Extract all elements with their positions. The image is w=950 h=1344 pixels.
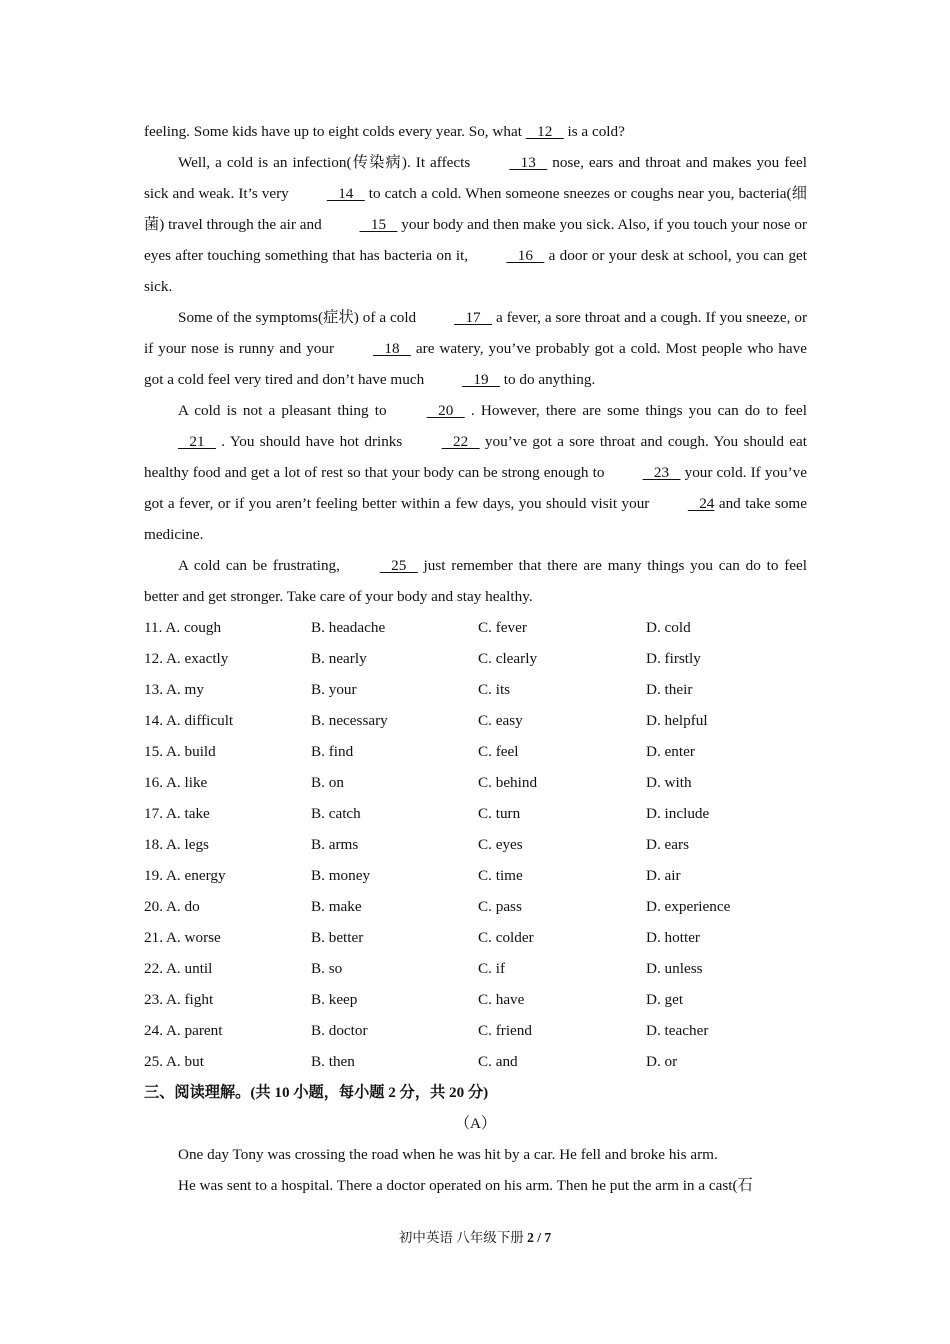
passage-text: is a cold? <box>563 123 625 140</box>
option-choice: B. keep <box>311 991 358 1008</box>
option-choice: D. with <box>646 774 692 791</box>
option-choice: D. cold <box>646 619 691 636</box>
option-row <box>144 829 807 860</box>
passage-text: A cold can be frustrating, <box>178 557 346 574</box>
passage-text: just remember that there are many things you can do to feel better and get stronger. Take care of your body and stay healthy. <box>144 557 807 605</box>
passage-text: nose, ears and throat and makes you feel sick and weak. It’s very <box>144 154 807 202</box>
option-choice: C. if <box>478 960 506 977</box>
option-choice: D. air <box>646 867 681 884</box>
section-title: 三、阅读理解。(共 10 小题，每小题 2 分，共 20 分) <box>144 1084 489 1101</box>
answer-blank: 15 <box>359 216 398 233</box>
passage-paragraph <box>144 302 807 395</box>
footer-text: 初中英语 八年级下册 <box>398 1230 528 1245</box>
option-choice: C. clearly <box>478 650 538 667</box>
answer-blank: 14 <box>326 185 365 202</box>
option-row <box>144 643 807 674</box>
option-choice: 13. A. my <box>144 681 204 698</box>
passage-text: Well, a cold is an infection(传染病). It affects <box>178 154 476 171</box>
option-choice: B. necessary <box>311 712 388 729</box>
option-choice: D. their <box>646 681 693 698</box>
option-choice: C. behind <box>478 774 538 791</box>
option-choice: D. experience <box>646 898 731 915</box>
option-choice: 18. A. legs <box>144 836 209 853</box>
passage-text: Some of the symptoms(症状) of a cold <box>178 309 421 326</box>
passage-text: . However, there are some things you can do to feel <box>464 402 807 419</box>
option-row <box>144 798 807 829</box>
option-choice: 17. A. take <box>144 805 210 822</box>
passage-paragraph <box>144 147 807 302</box>
option-choice: D. firstly <box>646 650 701 667</box>
option-choice: C. its <box>478 681 511 698</box>
cloze-passage <box>144 116 807 612</box>
option-choice: 22. A. until <box>144 960 213 977</box>
passage-text: you’ve got a sore throat and cough. You should eat healthy food and get a lot of rest so that your body can be strong enough to <box>144 433 807 481</box>
answer-blank: 17 <box>454 309 493 326</box>
passage-paragraph <box>144 395 807 550</box>
option-choice: C. colder <box>478 929 534 946</box>
option-choice: B. catch <box>311 805 361 822</box>
option-choice: B. find <box>311 743 354 760</box>
option-choice: C. have <box>478 991 525 1008</box>
option-choice: D. include <box>646 805 710 822</box>
option-row <box>144 984 807 1015</box>
option-choice: B. better <box>311 929 364 946</box>
answer-blank: 22 <box>441 433 480 450</box>
option-choice: C. fever <box>478 619 527 636</box>
passage-paragraph <box>144 116 807 147</box>
passage-text: . You should have hot drinks <box>215 433 408 450</box>
option-choice: C. eyes <box>478 836 523 853</box>
option-row <box>144 1046 807 1077</box>
option-row <box>144 891 807 922</box>
option-choice: B. so <box>311 960 343 977</box>
option-choice: 23. A. fight <box>144 991 214 1008</box>
reading-line-1: One day Tony was crossing the road when he was hit by a car. He fell and broke his arm. <box>178 1146 718 1163</box>
option-choice: D. teacher <box>646 1022 709 1039</box>
option-choice: D. hotter <box>646 929 700 946</box>
passage-text: a fever, a sore throat and a cough. If you sneeze, or if your nose is runny and your <box>144 309 808 357</box>
option-choice: C. and <box>478 1053 518 1070</box>
option-choice: 20. A. do <box>144 898 200 915</box>
option-row <box>144 674 807 705</box>
answer-blank: 25 <box>379 557 418 574</box>
option-choice: D. unless <box>646 960 703 977</box>
answer-blank: 23 <box>642 464 681 481</box>
document-page <box>144 116 807 1201</box>
answer-blank: 24 <box>687 495 715 512</box>
answer-blank: 12 <box>525 123 564 140</box>
section-subtitle: （A） <box>454 1115 497 1132</box>
page-footer <box>0 1226 950 1246</box>
option-choice: 24. A. parent <box>144 1022 223 1039</box>
answer-blank: 18 <box>373 340 411 357</box>
answer-blank: 13 <box>509 154 548 171</box>
option-row <box>144 705 807 736</box>
option-choice: D. get <box>646 991 684 1008</box>
option-choice: B. money <box>311 867 371 884</box>
option-choice: B. make <box>311 898 362 915</box>
option-choice: B. headache <box>311 619 386 636</box>
option-choice: D. ears <box>646 836 690 853</box>
option-row <box>144 1015 807 1046</box>
option-choice: 21. A. worse <box>144 929 221 946</box>
passage-text: to do anything. <box>499 371 596 388</box>
option-choice: 25. A. but <box>144 1053 204 1070</box>
option-choice: B. nearly <box>311 650 367 667</box>
option-choice: B. arms <box>311 836 359 853</box>
option-choice: B. doctor <box>311 1022 368 1039</box>
option-choice: 15. A. build <box>144 743 216 760</box>
option-choice: C. pass <box>478 898 522 915</box>
answer-options <box>144 612 807 1077</box>
page-number: 2 / 7 <box>527 1230 552 1245</box>
passage-text: your cold. If you’ve got a fever, or if you aren’t feeling better within a few days, you should visit your <box>144 464 807 512</box>
option-choice: C. easy <box>478 712 523 729</box>
passage-text: are watery, you’ve probably got a cold. Most people who have got a cold feel very tired and don’t have much <box>144 340 807 388</box>
passage-text: A cold is not a pleasant thing to <box>178 402 393 419</box>
option-choice: 16. A. like <box>144 774 208 791</box>
answer-blank: 16 <box>506 247 545 264</box>
option-row <box>144 612 807 643</box>
option-choice: D. or <box>646 1053 678 1070</box>
option-row <box>144 767 807 798</box>
option-choice: B. on <box>311 774 344 791</box>
option-choice: 12. A. exactly <box>144 650 229 667</box>
option-row <box>144 953 807 984</box>
option-choice: B. then <box>311 1053 355 1070</box>
answer-blank: 19 <box>461 371 500 388</box>
option-choice: C. friend <box>478 1022 532 1039</box>
option-choice: D. helpful <box>646 712 708 729</box>
answer-blank: 20 <box>426 402 465 419</box>
option-choice: C. time <box>478 867 523 884</box>
option-row <box>144 860 807 891</box>
answer-blank: 21 <box>178 433 216 450</box>
passage-paragraph <box>144 550 807 612</box>
option-choice: C. turn <box>478 805 521 822</box>
option-choice: C. feel <box>478 743 519 760</box>
option-choice: D. enter <box>646 743 695 760</box>
reading-line-2: He was sent to a hospital. There a doctor operated on his arm. Then he put the arm in a cast(石 <box>178 1177 753 1194</box>
passage-text: feeling. Some kids have up to eight colds every year. So, what <box>144 123 526 140</box>
option-choice: 19. A. energy <box>144 867 226 884</box>
option-choice: 14. A. difficult <box>144 712 234 729</box>
passage-text: to catch a cold. When someone sneezes or coughs near you, bacteria(细菌) travel through the air and <box>144 185 807 233</box>
passage-text: and take some medicine. <box>144 495 807 543</box>
passage-text: a door or your desk at school, you can get sick. <box>144 247 808 295</box>
passage-text: your body and then make you sick. Also, if you touch your nose or eyes after touching something that has bacteria on it, <box>144 216 807 264</box>
option-row <box>144 922 807 953</box>
option-row <box>144 736 807 767</box>
option-choice: 11. A. cough <box>144 619 222 636</box>
option-choice: B. your <box>311 681 357 698</box>
